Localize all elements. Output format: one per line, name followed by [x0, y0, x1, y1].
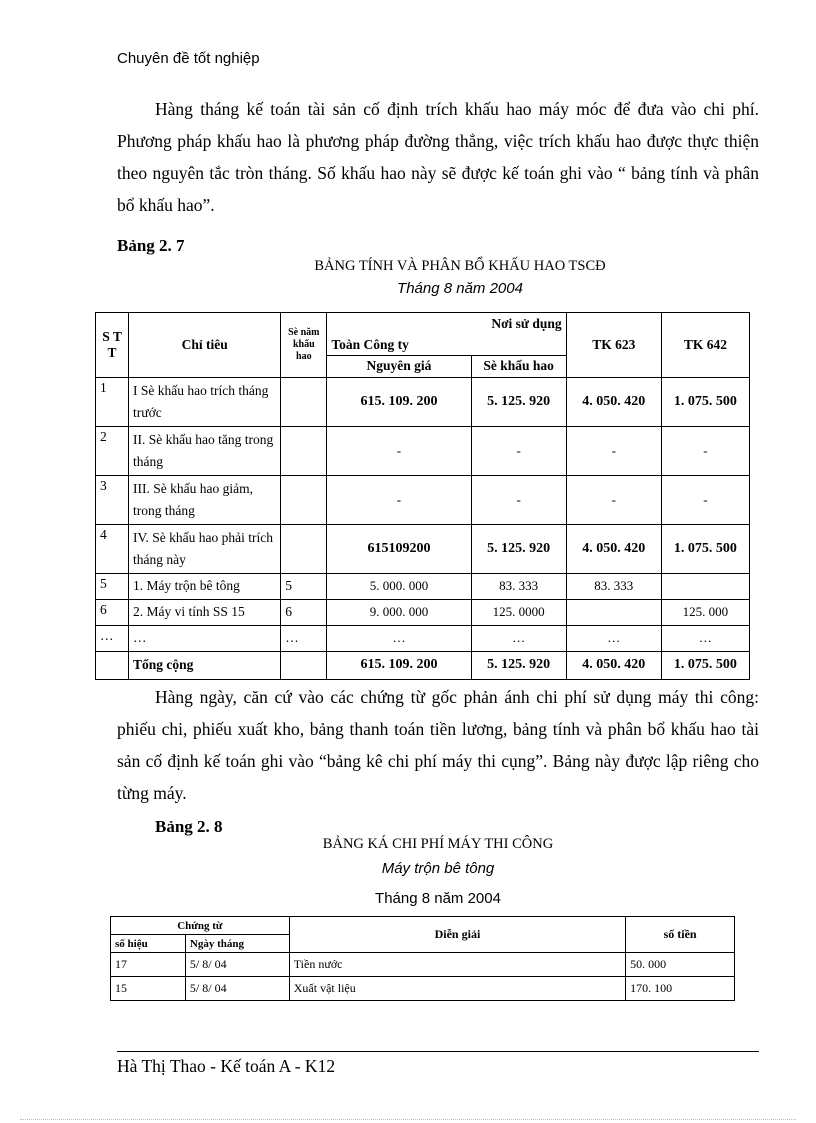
- table-row: [96, 377, 750, 426]
- cell-ngay-thang: 5/ 8/ 04: [185, 953, 289, 977]
- cell-tk642: [661, 573, 749, 599]
- cell-so-khau-hao: -: [471, 426, 566, 475]
- footer-divider: [117, 1051, 759, 1052]
- header-so-nam: Sè năm khấu hao: [281, 313, 327, 378]
- cell-stt: [96, 651, 129, 679]
- table-row: [96, 625, 750, 651]
- cell-dien-giai: Xuất vật liệu: [289, 977, 625, 1001]
- cell-so-khau-hao: 5. 125. 920: [471, 524, 566, 573]
- cell-nguyen-gia: 615. 109. 200: [327, 651, 471, 679]
- cell-tk623: 83. 333: [566, 573, 661, 599]
- machine-cost-table: [110, 916, 735, 1001]
- header-tk623: TK 623: [566, 313, 661, 378]
- header-chung-tu: Chứng từ: [111, 917, 290, 935]
- cell-so-khau-hao: 5. 125. 920: [471, 377, 566, 426]
- header-chi-tieu: Chỉ tiêu: [129, 313, 281, 378]
- footer-author: Hà Thị Thao - Kế toán A - K12: [117, 1056, 336, 1076]
- cell-tk642: 1. 075. 500: [661, 651, 749, 679]
- header-stt: S T T: [96, 313, 129, 378]
- table-row: [111, 977, 735, 1001]
- running-header: Chuyên đề tốt nghiệp: [117, 50, 260, 67]
- header-ngay-thang: Ngày tháng: [185, 935, 289, 953]
- cell-years: …: [281, 625, 327, 651]
- cell-tk642: …: [661, 625, 749, 651]
- cell-so-khau-hao: 5. 125. 920: [471, 651, 566, 679]
- cell-desc: 1. Máy trộn bê tông: [129, 573, 281, 599]
- header-noi-su-dung: Nơi sử dụng: [327, 313, 566, 335]
- table-row: [96, 475, 750, 524]
- header-tk642: TK 642: [661, 313, 749, 378]
- paragraph-1: [117, 93, 759, 221]
- cell-so-khau-hao: …: [471, 625, 566, 651]
- cell-so-hieu: 15: [111, 977, 186, 1001]
- cell-so-khau-hao: -: [471, 475, 566, 524]
- cell-desc: II. Sè khấu hao tăng trong tháng: [129, 426, 281, 475]
- header-dien-giai: Diễn giải: [289, 917, 625, 953]
- cell-years: 5: [281, 573, 327, 599]
- table-row-total: [96, 651, 750, 679]
- cell-stt: 4: [96, 524, 129, 573]
- cell-nguyen-gia: …: [327, 625, 471, 651]
- cell-years: [281, 426, 327, 475]
- table-row: [96, 573, 750, 599]
- cell-tk623: -: [566, 475, 661, 524]
- cell-years: [281, 651, 327, 679]
- header-so-tien: số tiền: [626, 917, 735, 953]
- table-row: [111, 953, 735, 977]
- cell-tk642: -: [661, 475, 749, 524]
- header-nguyen-gia: Nguyên giá: [327, 355, 471, 377]
- table-2-title: BẢNG KÁ CHI PHÍ MÁY THI CÔNG: [322, 836, 554, 852]
- table-2-month: Tháng 8 năm 2004: [375, 890, 501, 907]
- cell-desc: IV. Sè khấu hao phải trích tháng này: [129, 524, 281, 573]
- cell-desc: I Sè khấu hao trích tháng trước: [129, 377, 281, 426]
- cell-ngay-thang: 5/ 8/ 04: [185, 977, 289, 1001]
- cell-tk642: 1. 075. 500: [661, 377, 749, 426]
- cell-years: [281, 475, 327, 524]
- cell-nguyen-gia: -: [327, 426, 471, 475]
- table-row: [96, 599, 750, 625]
- cell-so-khau-hao: 125. 0000: [471, 599, 566, 625]
- cell-stt: 2: [96, 426, 129, 475]
- cell-tk623: …: [566, 625, 661, 651]
- cell-stt: 1: [96, 377, 129, 426]
- page-bottom-border: [20, 1119, 796, 1120]
- table-1-subtitle: Tháng 8 năm 2004: [397, 280, 523, 297]
- table-1-title: BẢNG TÍNH VÀ PHÂN BỔ KHẤU HAO TSCĐ: [314, 258, 606, 274]
- header-toan-cong-ty: Toàn Công ty: [327, 335, 566, 356]
- table-row: [96, 524, 750, 573]
- cell-tk623: 4. 050. 420: [566, 524, 661, 573]
- cell-tk642: -: [661, 426, 749, 475]
- cell-desc: III. Sè khấu hao giảm, trong tháng: [129, 475, 281, 524]
- cell-nguyen-gia: 615109200: [327, 524, 471, 573]
- cell-nguyen-gia: 615. 109. 200: [327, 377, 471, 426]
- cell-years: [281, 377, 327, 426]
- cell-nguyen-gia: -: [327, 475, 471, 524]
- cell-tk623: 4. 050. 420: [566, 377, 661, 426]
- depreciation-table: [95, 312, 750, 680]
- cell-nguyen-gia: 5. 000. 000: [327, 573, 471, 599]
- cell-so-tien: 50. 000: [626, 953, 735, 977]
- header-so-khau-hao: Sè khấu hao: [471, 355, 566, 377]
- cell-so-hieu: 17: [111, 953, 186, 977]
- paragraph-1-text: Hàng tháng kế toán tài sản cố định trích khấu hao máy móc để đưa vào chi phí. Phương pháp khấu hao là phương pháp đường thẳng, việc trích khấu hao được thực thiện theo nguyên tắc tròn tháng. Số khấu hao này sẽ được kế toán ghi vào “ bảng tính và phân bổ khấu hao”.: [117, 99, 759, 215]
- cell-tk623: -: [566, 426, 661, 475]
- paragraph-2-text: Hàng ngày, căn cứ vào các chứng từ gốc phản ánh chi phí sử dụng máy thi công: phiếu chi, phiếu xuất kho, bảng thanh toán tiền lương, bảng tính và phân bổ khấu hao tài sản cố định kế toán ghi vào “bảng kê chi phí máy thi cụng”. Bảng này được lập riêng cho từng máy.: [117, 687, 759, 803]
- cell-stt: …: [96, 625, 129, 651]
- table-1-label: Bảng 2. 7: [117, 236, 185, 255]
- cell-years: [281, 524, 327, 573]
- cell-desc: Tổng cộng: [129, 651, 281, 679]
- cell-dien-giai: Tiền nước: [289, 953, 625, 977]
- cell-tk623: 4. 050. 420: [566, 651, 661, 679]
- table-2-label: Bảng 2. 8: [155, 817, 223, 836]
- header-so-hieu: số hiệu: [111, 935, 186, 953]
- cell-stt: 5: [96, 573, 129, 599]
- cell-tk642: 1. 075. 500: [661, 524, 749, 573]
- cell-so-tien: 170. 100: [626, 977, 735, 1001]
- cell-stt: 6: [96, 599, 129, 625]
- cell-desc: 2. Máy vi tính SS 15: [129, 599, 281, 625]
- cell-so-khau-hao: 83. 333: [471, 573, 566, 599]
- cell-tk642: 125. 000: [661, 599, 749, 625]
- cell-nguyen-gia: 9. 000. 000: [327, 599, 471, 625]
- cell-desc: …: [129, 625, 281, 651]
- cell-years: 6: [281, 599, 327, 625]
- paragraph-2: [117, 681, 759, 809]
- cell-stt: 3: [96, 475, 129, 524]
- table-2-subtitle: Máy trộn bê tông: [381, 860, 495, 877]
- cell-tk623: [566, 599, 661, 625]
- table-row: [96, 426, 750, 475]
